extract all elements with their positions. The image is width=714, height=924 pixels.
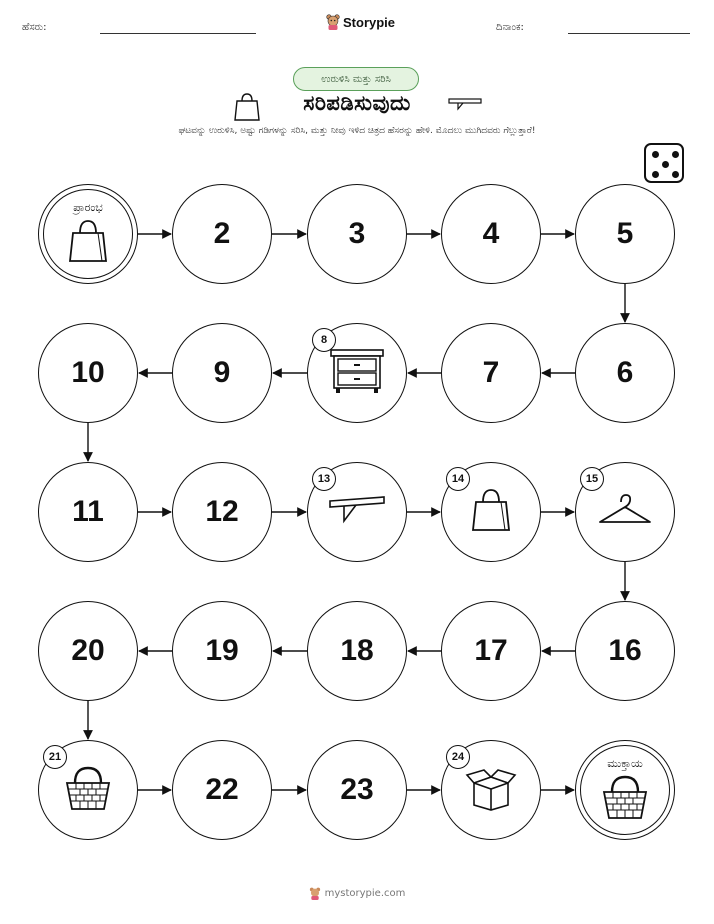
basket-icon: [601, 774, 649, 824]
board-space-16[interactable]: [575, 601, 675, 701]
basket-icon: [64, 765, 112, 815]
hanger-icon: [597, 492, 653, 532]
bag-icon: [471, 486, 511, 538]
board-space-22[interactable]: [172, 740, 272, 840]
space-number: 19: [205, 634, 239, 667]
board-space-15[interactable]: [575, 462, 675, 562]
board-space-6[interactable]: [575, 323, 675, 423]
board-space-5[interactable]: [575, 184, 675, 284]
space-number: 23: [340, 773, 374, 806]
space-number-badge: 13: [312, 467, 336, 491]
board-space-14[interactable]: [441, 462, 541, 562]
date-label: ದಿನಾಂಕ:: [496, 22, 524, 33]
instructions: ಘಟವನ್ನು ಉರುಳಿಸಿ, ಅಷ್ಟು ಗಡಿಗಳನ್ನು ಸರಿಸಿ, ಮತ್ತು ನೀವು ಇಳಿದ ಚಿತ್ರದ ಹೆಸರನ್ನು ಹೇಳಿ. ಮೊದಲು ಮುಗಿದವರು ಗೆಲ್ಲುತ್ತಾರೆ!: [178, 126, 536, 136]
space-number: 9: [213, 356, 231, 389]
space-number: 10: [71, 356, 105, 389]
board-space-3[interactable]: [307, 184, 407, 284]
board-space-21[interactable]: [38, 740, 138, 840]
board-space-9[interactable]: [172, 323, 272, 423]
space-number-badge: 24: [446, 745, 470, 769]
board-space-11[interactable]: [38, 462, 138, 562]
board-space-17[interactable]: [441, 601, 541, 701]
space-number: 20: [71, 634, 105, 667]
board-space-12[interactable]: [172, 462, 272, 562]
board-space-18[interactable]: [307, 601, 407, 701]
space-number-badge: 21: [43, 745, 67, 769]
space-number: 18: [340, 634, 374, 667]
finish-space[interactable]: [575, 740, 675, 840]
space-number: 3: [348, 217, 366, 250]
footer: [0, 887, 714, 903]
space-number-badge: 15: [580, 467, 604, 491]
space-number: 6: [616, 356, 634, 389]
start-label: ಪ್ರಾರಂಭ: [73, 201, 103, 214]
board-space-23[interactable]: [307, 740, 407, 840]
box-icon: [464, 765, 518, 815]
finish-label: ಮುಕ್ತಾಯ: [607, 757, 643, 770]
space-number-badge: 14: [446, 467, 470, 491]
brand-name: Storypie: [343, 14, 396, 30]
board-space-4[interactable]: [441, 184, 541, 284]
space-number: 11: [72, 495, 104, 528]
space-number: 2: [213, 217, 231, 250]
bag-icon: [68, 217, 108, 269]
space-number: 22: [205, 773, 239, 806]
space-number: 12: [205, 495, 239, 528]
nightstand-icon: [329, 348, 385, 398]
footer-url[interactable]: mystorypie.com: [324, 888, 406, 899]
board-space-19[interactable]: [172, 601, 272, 701]
space-number: 17: [474, 634, 508, 667]
board-space-10[interactable]: [38, 323, 138, 423]
board-space-13[interactable]: [307, 462, 407, 562]
space-number: 16: [608, 634, 642, 667]
space-number: 4: [482, 217, 500, 250]
space-number-badge: 8: [312, 328, 336, 352]
start-space[interactable]: [38, 184, 138, 284]
footer-bear-icon: [309, 887, 321, 900]
name-label: ಹೆಸರು:: [22, 22, 47, 33]
board-space-2[interactable]: [172, 184, 272, 284]
board-space-8[interactable]: [307, 323, 407, 423]
page-title: ಸರಿಪಡಿಸುವುದು: [303, 91, 411, 115]
space-number: 7: [482, 356, 500, 389]
board-space-7[interactable]: [441, 323, 541, 423]
board-space-24[interactable]: [441, 740, 541, 840]
game-type-text: ಉರುಳಿಸಿ ಮತ್ತು ಸರಿಸಿ: [321, 73, 391, 85]
board-space-20[interactable]: [38, 601, 138, 701]
shelf-icon: [326, 495, 388, 529]
space-number: 5: [616, 217, 634, 250]
